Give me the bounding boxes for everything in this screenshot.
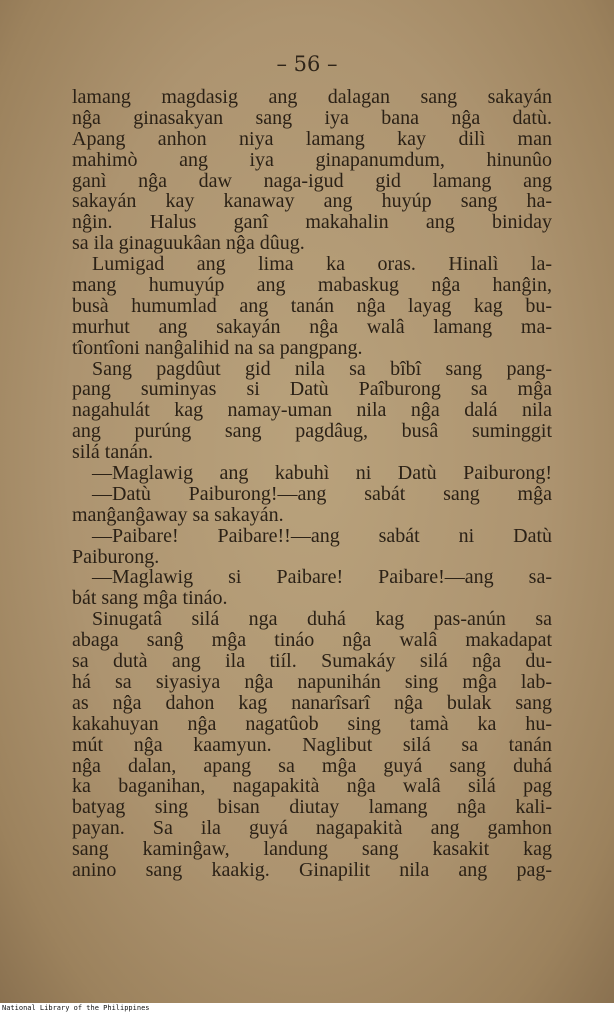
text-line: há sa siyasiya nĝa napunihán sing mĝa lab- [72,670,552,693]
text-line: payan. Sa ila guyá nagapakità ang gamhon [72,817,552,840]
text-line: silá tanán. [72,441,154,464]
text-line: mahimò ang iya ginapanumdum, hinunûo [72,148,552,171]
text-line: batyag sing bisan diutay lamang nĝa kali- [72,796,552,819]
text-line: —Maglawig si Paibare! Paibare!—ang sa- [92,566,552,589]
text-line: ganì nĝa daw naga-igud gid lamang ang [72,169,552,192]
text-line: ang purúng sang pagdâug, busâ suminggit [72,420,552,443]
text-line: bát sang mĝa tináo. [72,587,228,610]
text-line: pang suminyas si Datù Paîburong sa mĝa [72,378,552,401]
text-line: sa dutà ang ila tiíl. Sumakáy silá nĝa du- [72,650,552,673]
text-line: Apang anhon niya lamang kay dilì man [72,127,552,150]
text-line: —Maglawig ang kabuhì ni Datù Paiburong! [92,462,552,485]
text-line: tîontîoni nanĝalihid na sa pangpang. [72,336,363,359]
text-line: Lumigad ang lima ka oras. Hinalì la- [92,253,552,276]
text-line: Paiburong. [72,545,160,568]
text-line: busà humumlad ang tanán nĝa layag kag bu- [72,294,552,317]
text-line: sang kaminĝaw, landung sang kasakit kag [72,838,552,861]
text-line: ka baganihan, nagapakità nĝa walâ silá pag [72,775,552,798]
text-line: manĝanĝaway sa sakayán. [72,503,284,526]
text-line: as nĝa dahon kag nanarîsarî nĝa bulak sang [72,691,552,714]
text-line: kakahuyan nĝa nagatûob sing tamà ka hu- [72,712,552,735]
text-line: Sinugatâ silá nga duhá kag pas-anún sa [92,608,552,631]
text-line: nĝa ginasakyan sang iya bana nĝa datù. [72,106,552,129]
text-line: abaga sanĝ mĝa tináo nĝa walâ makadapat [72,629,552,652]
text-line: mút nĝa kaamyun. Naglibut silá sa tanán [72,733,552,756]
body-text [72,87,552,881]
page-number: – 56 – [276,52,338,76]
text-line: —Paibare! Paibare!!—ang sabát ni Datù [92,524,552,547]
text-line: Sang pagdûut gid nila sa bîbî sang pang- [92,357,552,380]
text-line: anino sang kaakig. Ginapilit nila ang pag- [72,858,552,881]
library-credit: National Library of the Philippines [2,1004,150,1012]
text-line: nagahulát kag namay-uman nila nĝa dalá nila [72,399,552,422]
text-line: lamang magdasig ang dalagan sang sakayán [72,86,552,108]
text-line: mang humuyúp ang mabaskug nĝa hanĝin, [72,274,552,297]
text-line: nĝin. Halus ganî makahalin ang biniday [72,211,552,234]
text-line: sakayán kay kanaway ang huyúp sang ha- [72,190,552,213]
text-line: sa ila ginaguukâan nĝa dûug. [72,232,305,255]
text-line: —Datù Paiburong!—ang sabát sang mĝa [92,482,552,505]
text-line: murhut ang sakayán nĝa walâ lamang ma- [72,315,552,338]
text-line: nĝa dalan, apang sa mĝa guyá sang duhá [72,754,552,777]
